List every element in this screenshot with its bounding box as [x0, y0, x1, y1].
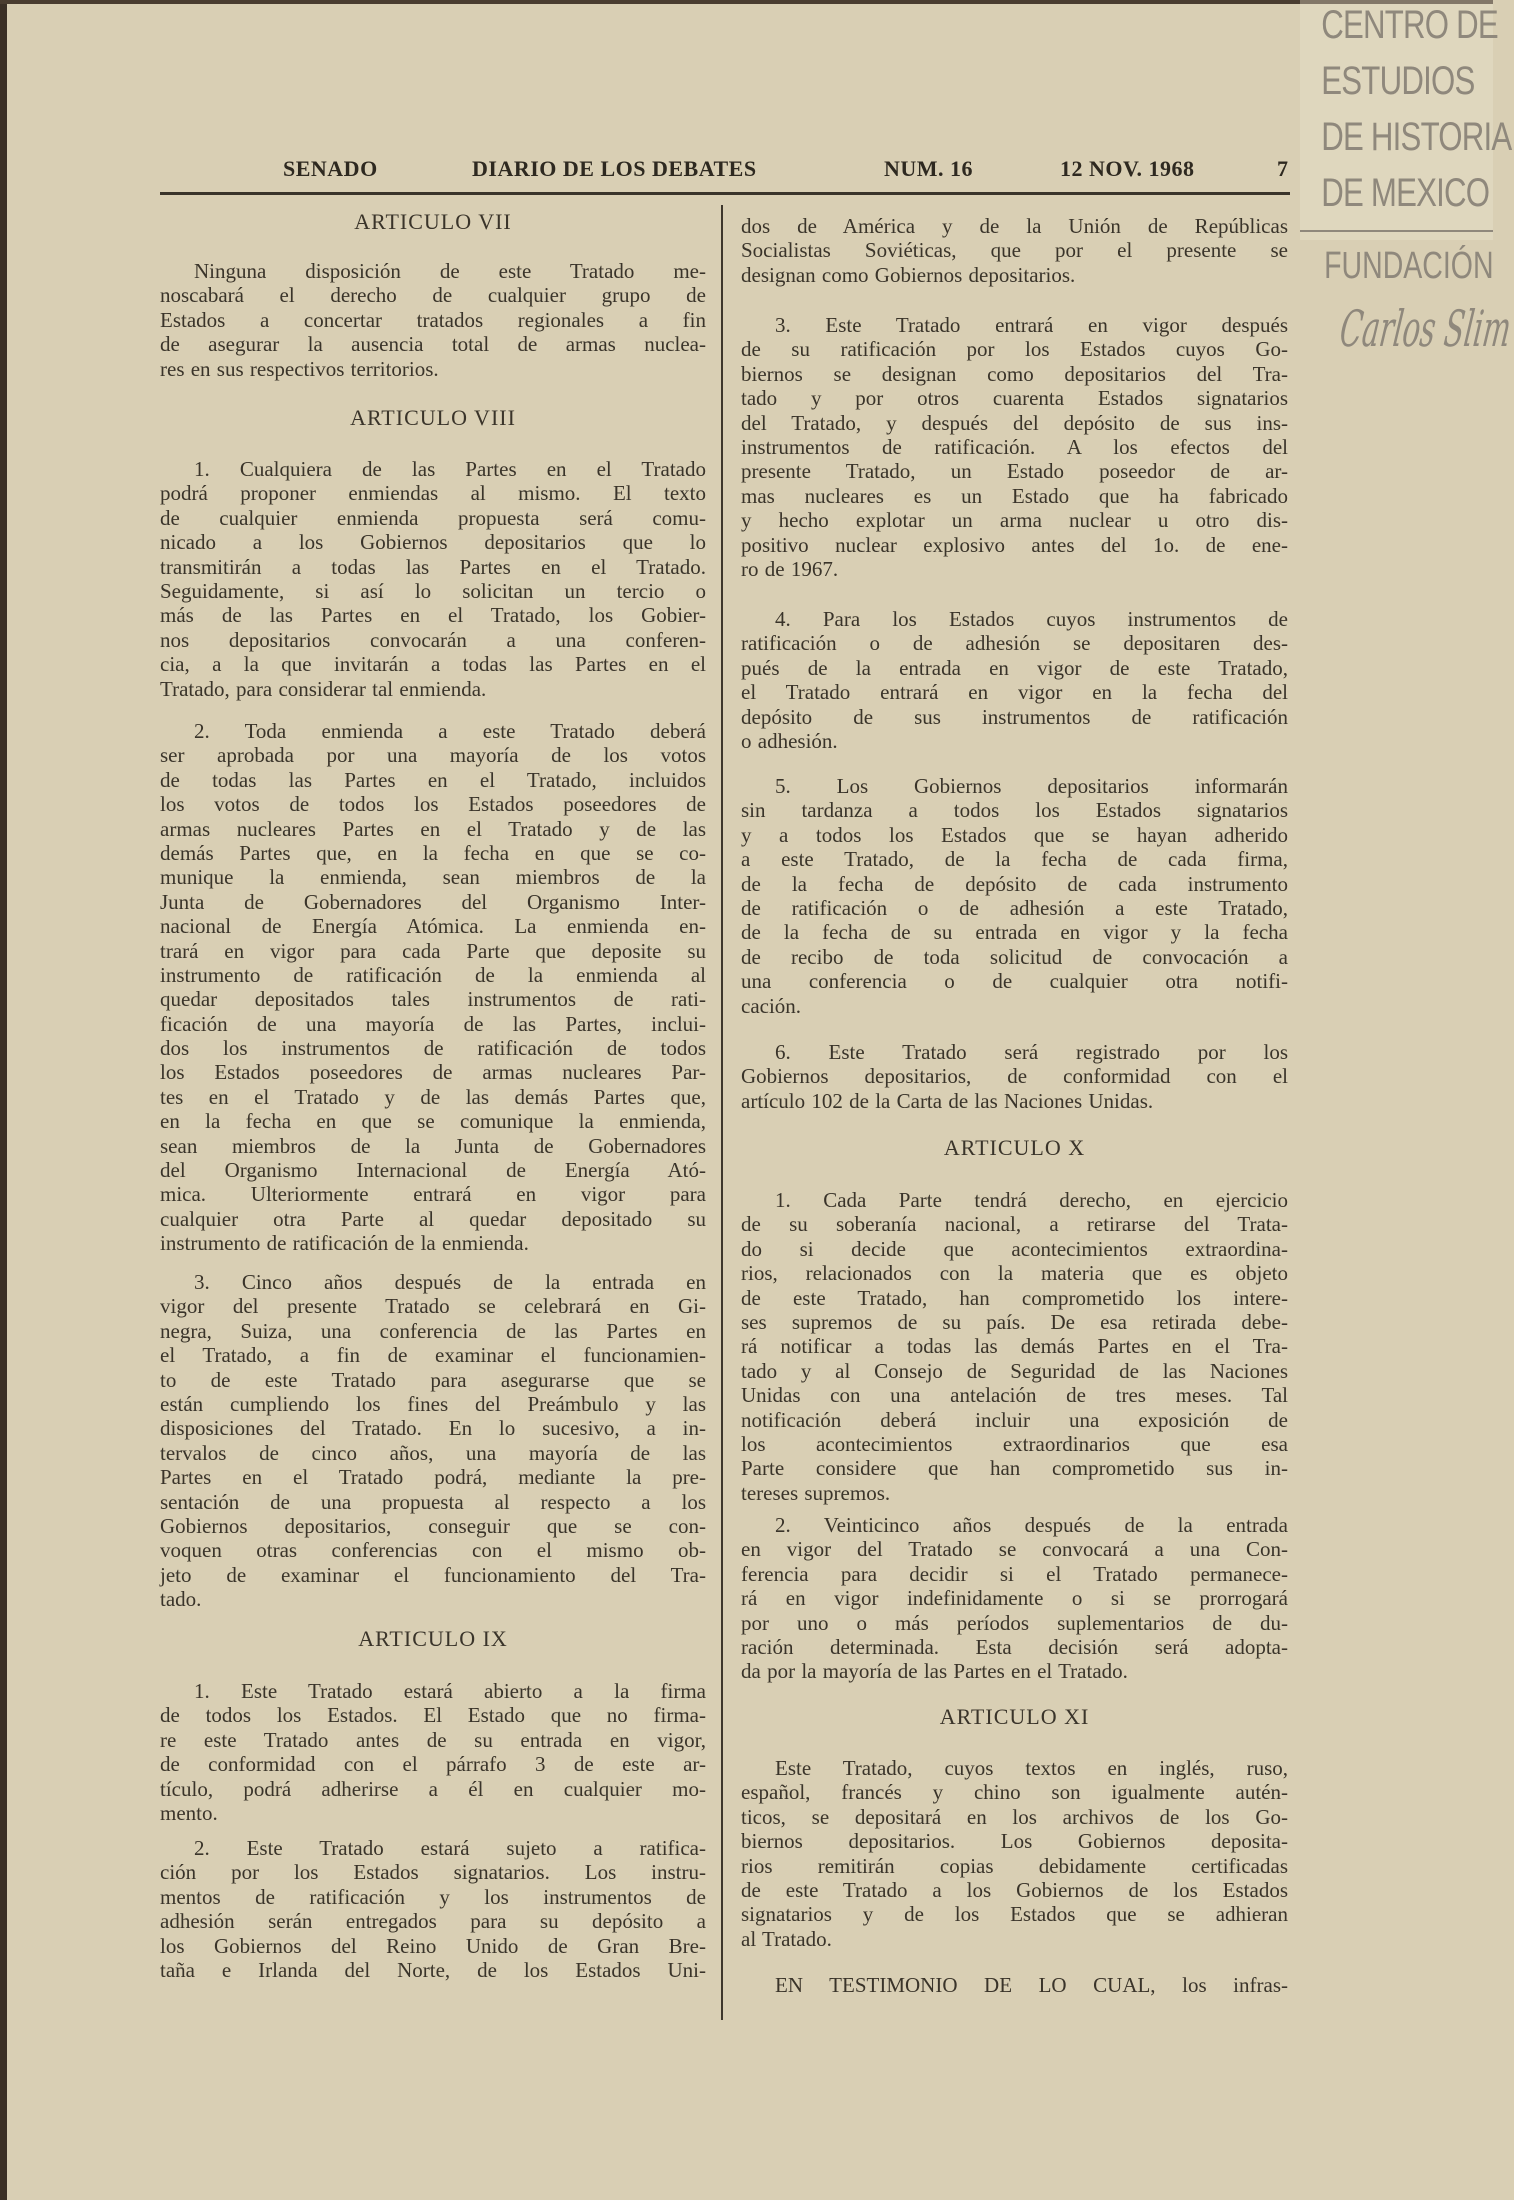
text-line: sin tardanza a todos los Estados signatarios [741, 798, 1288, 823]
text-line: rá en vigor indefinidamente o si se prorrogará [741, 1586, 1288, 1611]
text-line: tículo, podrá adherirse a él en cualquier mo- [160, 1776, 706, 1801]
text-line: de este Tratado a los Gobiernos de los Estados [741, 1877, 1288, 1902]
paragraph [160, 457, 706, 701]
text-line: del Organismo Internacional de Energía Ató- [160, 1158, 706, 1183]
watermark-signature: Carlos Slim [1336, 300, 1514, 358]
header-publication: DIARIO DE LOS DEBATES [472, 156, 757, 181]
text-line: adhesión serán entregados para su depósito a [160, 1909, 706, 1934]
text-line: Parte considere que han comprometido sus in- [741, 1456, 1288, 1481]
header-date: 12 NOV. 1968 [1060, 156, 1195, 181]
text-line: disposiciones del Tratado. En lo sucesivo, a in- [160, 1416, 706, 1441]
watermark-foundation: FUNDACIÓN [1324, 245, 1494, 287]
text-line: ferencia para decidir si el Tratado permanece- [741, 1561, 1288, 1586]
text-line: están cumpliendo los fines del Preámbulo y las [160, 1391, 706, 1416]
text-line: de todas las Partes en el Tratado, incluidos [160, 767, 706, 792]
paragraph [741, 1513, 1288, 1684]
text-line: cualquier otra Parte al quedar depositado su [160, 1206, 706, 1231]
text-line: de su ratificación por los Estados cuyos Go- [741, 337, 1288, 362]
text-line: cia, a la que invitarán a todas las Partes en el [160, 652, 706, 677]
text-line: nicado a los Gobiernos depositarios que lo [160, 530, 706, 555]
text-line: armas nucleares Partes en el Tratado y de las [160, 816, 706, 841]
text-line: los Estados poseedores de armas nucleares Par- [160, 1060, 706, 1085]
text-line: los Gobiernos del Reino Unido de Gran Bre- [160, 1933, 706, 1958]
text-line: do si decide que acontecimientos extraordina- [741, 1236, 1288, 1261]
text-line: 3. Este Tratado entrará en vigor después [775, 313, 1288, 337]
text-line: instrumento de ratificación de la enmienda. [160, 1231, 529, 1256]
text-line: sean miembros de la Junta de Gobernadores [160, 1133, 706, 1158]
paragraph [160, 1270, 706, 1611]
text-line: ción por los Estados signatarios. Los instru- [160, 1860, 706, 1885]
paragraph [741, 214, 1288, 287]
text-line: mentos de ratificación y los instrumentos de [160, 1884, 706, 1909]
text-line: el Tratado, a fin de examinar el funcionamien- [160, 1343, 706, 1368]
text-line: del Tratado, y después del depósito de sus ins- [741, 410, 1288, 435]
text-line: presente Tratado, un Estado poseedor de ar- [741, 459, 1288, 484]
text-line: ses supremos de su país. De esa retirada debe- [741, 1309, 1288, 1334]
text-line: 2. Este Tratado estará sujeto a ratifica- [194, 1836, 706, 1860]
text-line: instrumentos de ratificación. A los efectos del [741, 434, 1288, 459]
text-line: biernos depositarios. Los Gobiernos deposita- [741, 1829, 1288, 1854]
text-line: 5. Los Gobiernos depositarios informarán [775, 774, 1288, 798]
text-line: noscabará el derecho de cualquier grupo de [160, 283, 706, 308]
header-page-number: 7 [1277, 156, 1289, 181]
text-line: de la fecha de depósito de cada instrumento [741, 871, 1288, 896]
text-line: de este Tratado, han comprometido los intere- [741, 1285, 1288, 1310]
text-line: positivo nuclear explosivo antes del 1o. de ene- [741, 532, 1288, 557]
text-line: taña e Irlanda del Norte, de los Estados Uni- [160, 1957, 706, 1982]
text-line: tervalos de cinco años, una mayoría de las [160, 1440, 706, 1465]
text-line: trará en vigor para cada Parte que deposite su [160, 938, 706, 963]
text-line: Tratado, para considerar tal enmienda. [160, 676, 487, 701]
text-line: instrumento de ratificación de la enmienda al [160, 962, 706, 987]
text-line: en la fecha en que se comunique la enmienda, [160, 1109, 706, 1134]
text-line: rá notificar a todas las demás Partes en el Tra- [741, 1334, 1288, 1359]
text-line: y hecho explotar un arma nuclear u otro dis- [741, 508, 1288, 533]
text-line: Socialistas Soviéticas, que por el presente se [741, 238, 1288, 263]
text-line: sentación de una propuesta al respecto a los [160, 1489, 706, 1514]
text-line: ro de 1967. [741, 556, 839, 581]
text-line: notificación deberá incluir una exposición de [741, 1407, 1288, 1432]
paragraph [741, 774, 1288, 1018]
text-line: por uno o más períodos suplementarios de du- [741, 1610, 1288, 1635]
text-line: tereses supremos. [741, 1480, 891, 1505]
paragraph [741, 313, 1288, 581]
watermark-line: DE HISTORIA [1321, 115, 1512, 159]
text-line: 1. Cualquiera de las Partes en el Tratado [194, 457, 706, 481]
text-line: dos los instrumentos de ratificación de todos [160, 1036, 706, 1061]
text-line: signatarios y de los Estados que se adhieran [741, 1902, 1288, 1927]
text-line: voquen otras conferencias con el mismo ob- [160, 1538, 706, 1563]
text-line: Unidas con una antelación de tres meses. Tal [741, 1383, 1288, 1408]
text-line: res en sus respectivos territorios. [160, 356, 439, 381]
text-line: ticos, se depositará en los archivos de los Go- [741, 1804, 1288, 1829]
text-line: los votos de todos los Estados poseedores de [160, 792, 706, 817]
paragraph [160, 719, 706, 1256]
article-heading: ARTICULO IX [358, 1626, 508, 1651]
text-line: al Tratado. [741, 1926, 832, 1951]
text-line: da por la mayoría de las Partes en el Tratado. [741, 1659, 1128, 1684]
watermark-line: ESTUDIOS [1321, 59, 1475, 103]
paragraph [741, 1973, 1288, 1997]
paragraph [741, 607, 1288, 753]
text-line: Gobiernos depositarios, de conformidad con el [741, 1064, 1288, 1089]
paragraph [741, 1188, 1288, 1505]
text-line: podrá proponer enmiendas al mismo. El texto [160, 481, 706, 506]
text-line: el Tratado entrará en vigor en la fecha del [741, 680, 1288, 705]
text-line: español, francés y chino son igualmente autén- [741, 1780, 1288, 1805]
text-line: nos depositarios convocarán a una conferen- [160, 627, 706, 652]
text-line: to de este Tratado para asegurarse que se [160, 1367, 706, 1392]
text-line: los acontecimientos extraordinarios que esa [741, 1431, 1288, 1456]
text-line: Este Tratado, cuyos textos en inglés, ruso, [775, 1756, 1288, 1780]
column-divider [721, 205, 723, 2020]
text-line: de su soberanía nacional, a retirarse del Trata- [741, 1212, 1288, 1237]
text-line: negra, Suiza, una conferencia de las Partes en [160, 1318, 706, 1343]
text-line: Junta de Gobernadores del Organismo Inter- [160, 889, 706, 914]
text-line: Seguidamente, si así lo solicitan un tercio o [160, 578, 706, 603]
text-line: mica. Ulteriormente entrará en vigor para [160, 1182, 706, 1207]
text-line: Gobiernos depositarios, conseguir que se con- [160, 1513, 706, 1538]
article-heading: ARTICULO XI [939, 1704, 1090, 1729]
text-line: tado y al Consejo de Seguridad de las Naciones [741, 1358, 1288, 1383]
text-line: a este Tratado, de la fecha de cada firma, [741, 847, 1288, 872]
text-line: de ratificación o de adhesión a este Tratado, [741, 895, 1288, 920]
text-line: o adhesión. [741, 728, 838, 753]
text-line: 1. Cada Parte tendrá derecho, en ejercicio [775, 1188, 1288, 1212]
article-heading: ARTICULO VII [354, 209, 512, 234]
text-line: ser aprobada por una mayoría de los votos [160, 743, 706, 768]
text-line: en vigor del Tratado se convocará a una Con- [741, 1537, 1288, 1562]
text-line: designan como Gobiernos depositarios. [741, 262, 1076, 287]
text-line: biernos se designan como depositarios del Tra- [741, 361, 1288, 386]
article-heading: ARTICULO X [943, 1135, 1086, 1160]
text-line: rios, relacionados con la materia que es objeto [741, 1261, 1288, 1286]
text-line: dos de América y de la Unión de Repúblicas [741, 214, 1288, 238]
watermark-line: CENTRO DE [1321, 3, 1498, 47]
text-line: demás Partes que, en la fecha en que se co- [160, 840, 706, 865]
text-line: ficación de una mayoría de las Partes, inclui- [160, 1011, 706, 1036]
text-line: 2. Veinticinco años después de la entrada [775, 1513, 1288, 1537]
text-line: de la fecha de su entrada en vigor y la fecha [741, 920, 1288, 945]
text-line: y a todos los Estados que se hayan adherido [741, 822, 1288, 847]
paragraph [160, 1836, 706, 1982]
text-line: tes en el Tratado y de las demás Partes que, [160, 1084, 706, 1109]
text-line: vigor del presente Tratado se celebrará en Gi- [160, 1294, 706, 1319]
text-line: transmitirán a todas las Partes en el Tratado. [160, 554, 706, 579]
header-rule [160, 192, 1290, 195]
paragraph [741, 1756, 1288, 1951]
scan-edge-top [0, 0, 1493, 4]
scan-edge [0, 0, 7, 2200]
text-line: una conferencia o de cualquier otra notifi- [741, 969, 1288, 994]
text-line: 4. Para los Estados cuyos instrumentos de [775, 607, 1288, 631]
watermark-line: DE MEXICO [1321, 171, 1490, 215]
header-number: NUM. 16 [884, 156, 974, 181]
text-line: de asegurar la ausencia total de armas nuclea- [160, 332, 706, 357]
text-line: cación. [741, 993, 802, 1018]
text-line: quedar depositados tales instrumentos de rati- [160, 987, 706, 1012]
text-line: 1. Este Tratado estará abierto a la firma [194, 1679, 706, 1703]
text-line: 2. Toda enmienda a este Tratado deberá [194, 719, 706, 743]
text-line: de recibo de toda solicitud de convocación a [741, 944, 1288, 969]
text-line: Estados a concertar tratados regionales a fin [160, 307, 706, 332]
text-line: tado y por otros cuarenta Estados signatarios [741, 386, 1288, 411]
text-line: re este Tratado antes de su entrada en vigor, [160, 1727, 706, 1752]
text-line: de todos los Estados. El Estado que no firma- [160, 1703, 706, 1728]
text-line: Ninguna disposición de este Tratado me- [194, 259, 706, 283]
text-line: de conformidad con el párrafo 3 de este ar- [160, 1752, 706, 1777]
text-line: pués de la entrada en vigor de este Tratado, [741, 655, 1288, 680]
text-line: nacional de Energía Atómica. La enmienda en- [160, 914, 706, 939]
text-line: EN TESTIMONIO DE LO CUAL, los infras- [775, 1973, 1288, 1997]
watermark-divider [1300, 230, 1493, 232]
text-line: más de las Partes en el Tratado, los Gobier- [160, 603, 706, 628]
text-line: de cualquier enmienda propuesta será comu- [160, 505, 706, 530]
text-line: munique la enmienda, sean miembros de la [160, 865, 706, 890]
text-line: depósito de sus instrumentos de ratificación [741, 704, 1288, 729]
text-line: ración determinada. Esta decisión será adopta- [741, 1634, 1288, 1659]
paragraph [160, 1679, 706, 1825]
text-line: tado. [160, 1587, 202, 1612]
text-line: mento. [160, 1800, 218, 1825]
text-line: mas nucleares es un Estado que ha fabricado [741, 483, 1288, 508]
text-line: jeto de examinar el funcionamiento del Tra- [160, 1562, 706, 1587]
text-line: rios remitirán copias debidamente certificadas [741, 1853, 1288, 1878]
text-line: Partes en el Tratado podrá, mediante la pre- [160, 1465, 706, 1490]
text-line: 6. Este Tratado será registrado por los [775, 1040, 1288, 1064]
paragraph [741, 1040, 1288, 1113]
text-line: ratificación o de adhesión se depositaren des- [741, 631, 1288, 656]
header-chamber: SENADO [283, 156, 378, 181]
paragraph [160, 259, 706, 381]
article-heading: ARTICULO VIII [350, 405, 516, 430]
text-line: artículo 102 de la Carta de las Naciones Unidas. [741, 1088, 1154, 1113]
text-line: 3. Cinco años después de la entrada en [194, 1270, 706, 1294]
